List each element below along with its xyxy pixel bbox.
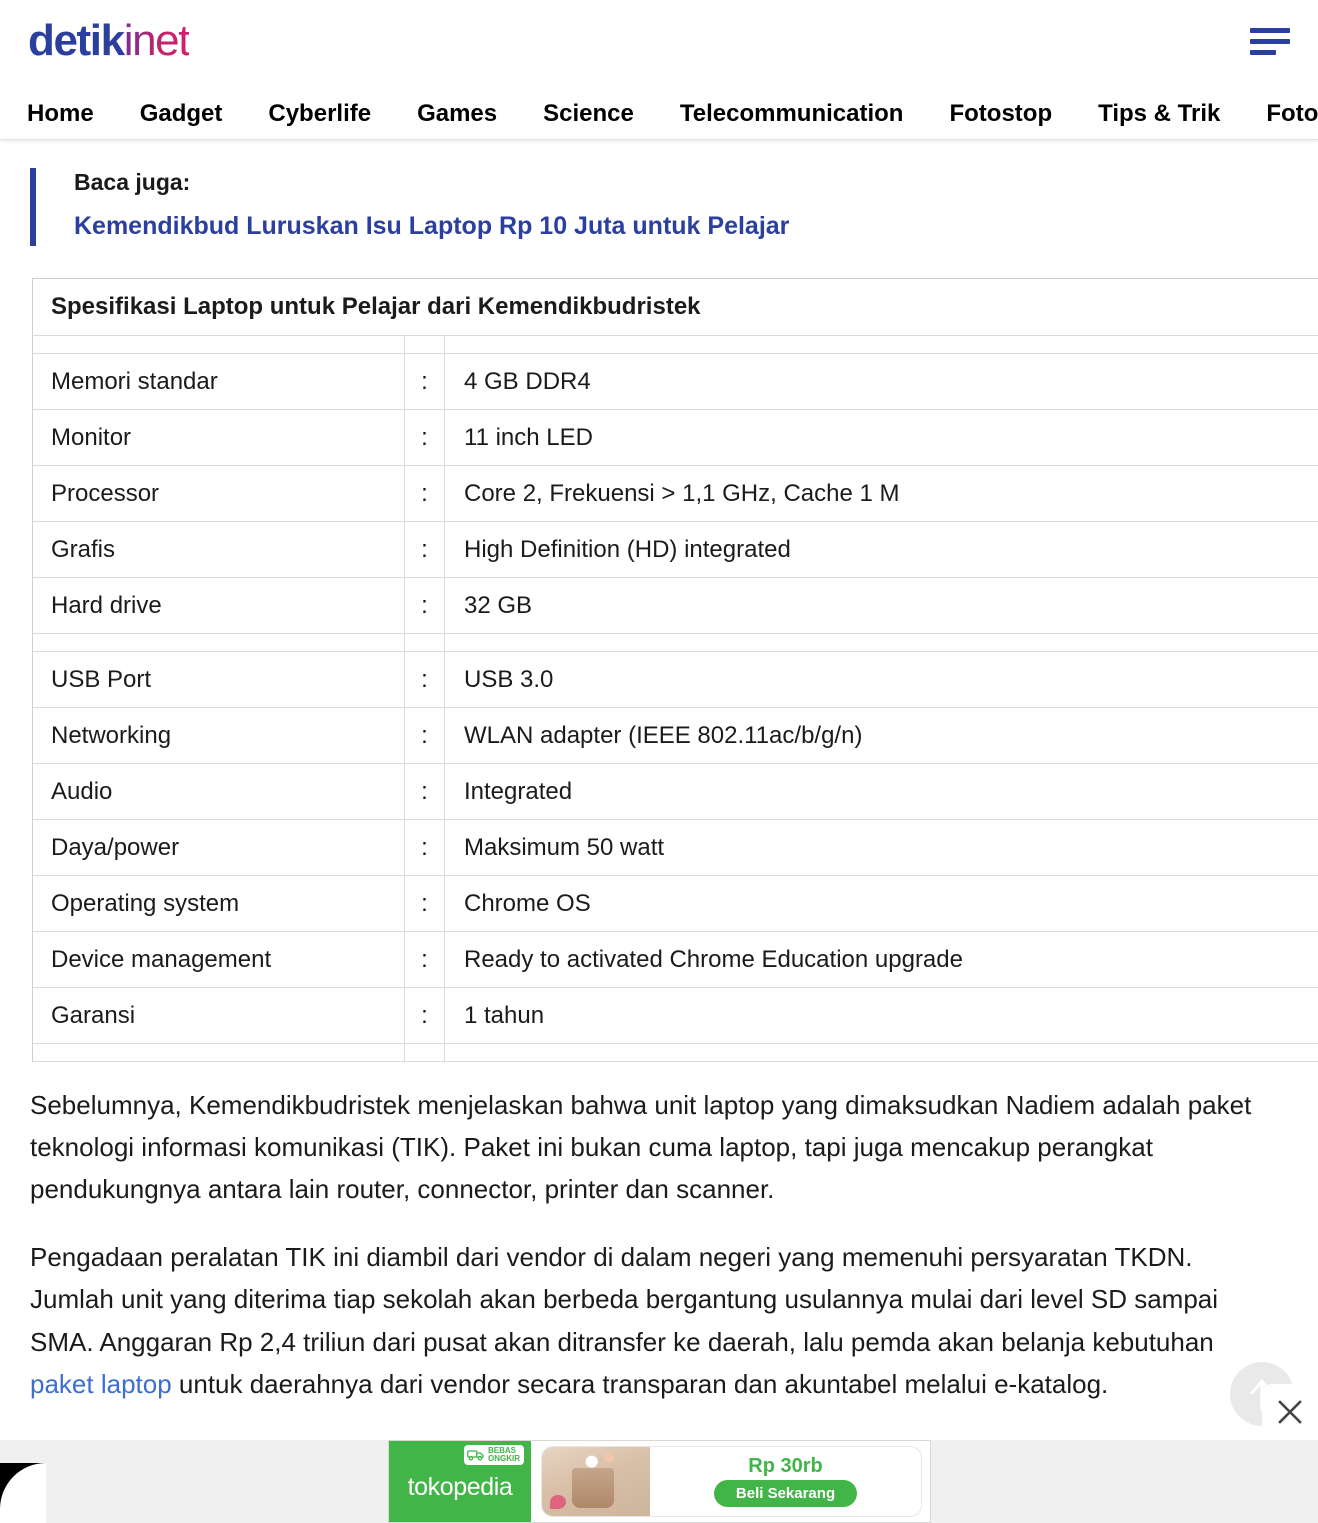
- spec-label: Audio: [33, 764, 405, 820]
- site-logo[interactable]: [28, 16, 190, 65]
- spec-table-title-row: [33, 279, 1318, 336]
- badge-line-2: ONGKIR: [488, 1454, 520, 1463]
- beli-sekarang-button[interactable]: Beli Sekarang: [714, 1480, 857, 1507]
- spec-value-text: 11 inch LED: [464, 423, 593, 451]
- spec-value: High Definition (HD) integrated: [445, 522, 1318, 578]
- article-paragraph-2: [30, 1236, 1280, 1404]
- spacer-cell-colon: [405, 336, 445, 354]
- spec-value: Ready to activated Chrome Education upgrade: [445, 932, 1318, 988]
- spec-value: [445, 410, 1318, 466]
- baca-juga-label: Baca juga:: [74, 169, 191, 195]
- badge-line-1: BEBAS: [488, 1446, 517, 1455]
- tokopedia-ad-banner[interactable]: [388, 1440, 931, 1523]
- nav-item-tips-trik[interactable]: Tips & Trik: [1098, 99, 1221, 127]
- table-row: [33, 820, 1318, 876]
- spec-value: Maksimum 50 watt: [445, 820, 1318, 876]
- baca-juga-box: [30, 168, 1318, 246]
- paragraph-2-text-after: untuk daerahnya dari vendor secara transparan dan akuntabel melalui e-katalog.: [171, 1368, 1109, 1399]
- spacer-cell-label: [33, 336, 405, 354]
- spec-value: 1 tahun: [445, 988, 1318, 1044]
- spec-label: Device management: [33, 932, 405, 988]
- spec-label: Daya/power: [33, 820, 405, 876]
- ad-product-image: [542, 1446, 650, 1517]
- table-row: [33, 708, 1318, 764]
- hamburger-line-1: [1250, 28, 1290, 33]
- spec-value: WLAN adapter (IEEE 802.11ac/b/g/n): [445, 708, 1318, 764]
- table-row: [33, 932, 1318, 988]
- spec-colon: :: [405, 652, 445, 708]
- spacer-cell-value: [445, 634, 1318, 652]
- spec-value: Chrome OS: [445, 876, 1318, 932]
- spec-label: Operating system: [33, 876, 405, 932]
- table-row: [33, 354, 1318, 410]
- ad-content-panel: [531, 1441, 930, 1522]
- spec-colon: :: [405, 522, 445, 578]
- spacer-cell-label: [33, 634, 405, 652]
- spacer-cell-label: [33, 1044, 405, 1062]
- ad-price-label: Rp 30rb: [748, 1455, 823, 1477]
- table-row: [33, 578, 1318, 634]
- spec-label: Hard drive: [33, 578, 405, 634]
- table-row: [33, 652, 1318, 708]
- spec-label: Networking: [33, 708, 405, 764]
- spec-table-title: Spesifikasi Laptop untuk Pelajar dari Kemendikbudristek: [33, 279, 1318, 336]
- nav-item-fotostop[interactable]: Fotostop: [949, 99, 1053, 127]
- nav-item-gadget[interactable]: Gadget: [139, 99, 223, 127]
- spec-label: Memori standar: [33, 354, 405, 410]
- spec-colon: :: [405, 354, 445, 410]
- ad-copy-block: [650, 1456, 921, 1507]
- spec-label: USB Port: [33, 652, 405, 708]
- article-paragraph-1: Sebelumnya, Kemendikbudristek menjelaskan bahwa unit laptop yang dimaksudkan Nadiem adalah paket teknologi informasi komunikasi (TIK). Paket ini bukan cuma laptop, tapi juga mencakup perangkat pendukungnya antara lain router, connector, printer dan scanner.: [30, 1090, 1252, 1205]
- ad-brand-panel: [389, 1441, 531, 1522]
- bebas-ongkir-text: [488, 1447, 520, 1463]
- truck-icon: [467, 1449, 485, 1461]
- table-row: [33, 876, 1318, 932]
- table-row: [33, 466, 1318, 522]
- spec-label: Processor: [33, 466, 405, 522]
- hamburger-menu-icon[interactable]: [1250, 28, 1290, 60]
- spec-colon: :: [405, 820, 445, 876]
- spec-table-spacer-row-middle: [33, 634, 1318, 652]
- spacer-cell-value: [445, 336, 1318, 354]
- spec-table: [32, 278, 1318, 1062]
- table-row: [33, 410, 1318, 466]
- table-row: [33, 764, 1318, 820]
- table-row: [33, 522, 1318, 578]
- ad-close-button[interactable]: [1262, 1384, 1318, 1440]
- spec-value: Integrated: [445, 764, 1318, 820]
- spec-colon: :: [405, 988, 445, 1044]
- nav-item-telecommunication[interactable]: Telecommunication: [679, 99, 904, 127]
- spec-value: USB 3.0: [445, 652, 1318, 708]
- spacer-cell-colon: [405, 1044, 445, 1062]
- hamburger-line-3: [1250, 50, 1276, 55]
- close-icon: [1277, 1399, 1303, 1425]
- nav-item-foto[interactable]: Foto: [1266, 99, 1318, 127]
- spacer-cell-colon: [405, 634, 445, 652]
- bottom-ad-strip: [0, 1440, 1318, 1523]
- spec-value: Core 2, Frekuensi > 1,1 GHz, Cache 1 M: [445, 466, 1318, 522]
- logo-inet-text: inet: [123, 16, 190, 65]
- paket-laptop-link[interactable]: paket laptop: [30, 1368, 172, 1399]
- paragraph-2-text-before: Pengadaan peralatan TIK ini diambil dari vendor di dalam negeri yang memenuhi persyaratan TKDN. Jumlah unit yang diterima tiap sekolah akan berbeda bergantung usulannya mulai dari level SD sampai SMA. Anggaran Rp 2,4 triliun dari pusat akan ditransfer ke daerah, lalu pemda akan belanja kebutuhan: [30, 1242, 1219, 1357]
- nav-item-games[interactable]: Games: [417, 99, 498, 127]
- site-header: [0, 0, 1318, 140]
- spec-colon: :: [405, 764, 445, 820]
- table-row: [33, 988, 1318, 1044]
- article-paragraphs: [30, 1084, 1280, 1405]
- bebas-ongkir-badge: [464, 1445, 524, 1465]
- spec-colon: :: [405, 876, 445, 932]
- spec-colon: :: [405, 578, 445, 634]
- spec-colon: :: [405, 708, 445, 764]
- article-content: [0, 168, 1318, 1405]
- spec-value: 4 GB DDR4: [445, 354, 1318, 410]
- tokopedia-logo-text: tokopedia: [407, 1473, 513, 1501]
- spec-table-spacer-row-top: [33, 336, 1318, 354]
- nav-item-science[interactable]: Science: [543, 99, 634, 127]
- nav-item-cyberlife[interactable]: Cyberlife: [268, 99, 372, 127]
- nav-item-home[interactable]: Home: [27, 99, 94, 127]
- spec-label: Garansi: [33, 988, 405, 1044]
- main-navigation: [0, 88, 1318, 139]
- ad-product-card[interactable]: [541, 1446, 922, 1517]
- spec-label: Grafis: [33, 522, 405, 578]
- spacer-cell-value: [445, 1044, 1318, 1062]
- spec-table-spacer-row-bottom: [33, 1044, 1318, 1062]
- spec-colon: :: [405, 410, 445, 466]
- spec-table-container: [32, 278, 1318, 1062]
- baca-juga-link[interactable]: Kemendikbud Luruskan Isu Laptop Rp 10 Juta untuk Pelajar: [74, 211, 790, 240]
- hamburger-line-2: [1250, 39, 1290, 44]
- spec-colon: :: [405, 466, 445, 522]
- spec-colon: :: [405, 932, 445, 988]
- spec-label: Monitor: [33, 410, 405, 466]
- spec-value: 32 GB: [445, 578, 1318, 634]
- logo-detik-text: detik: [28, 16, 124, 65]
